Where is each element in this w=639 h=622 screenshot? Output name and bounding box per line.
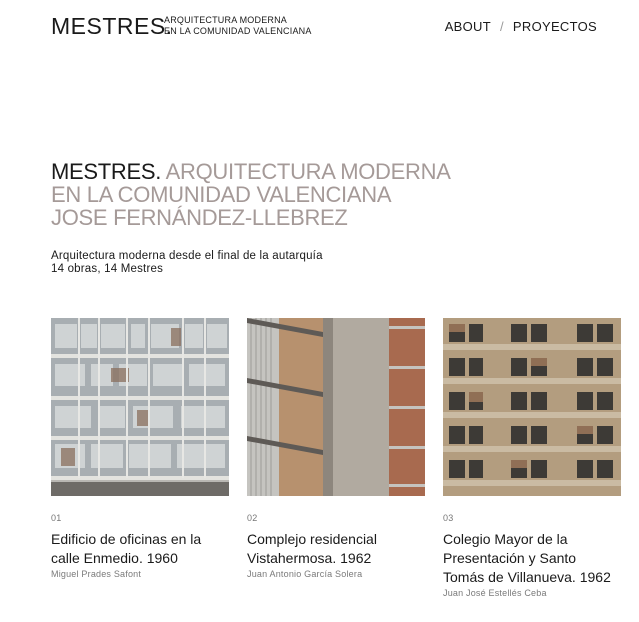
project-card[interactable] bbox=[443, 318, 623, 598]
hero-tagline: ARQUITECTURA MODERNA bbox=[161, 159, 451, 184]
project-author: Juan Antonio García Solera bbox=[247, 569, 363, 579]
hero-brand: MESTRES. bbox=[51, 159, 162, 184]
project-title-line: Vistahermosa. 1962 bbox=[247, 550, 372, 566]
intro-text bbox=[51, 250, 323, 276]
project-card[interactable] bbox=[247, 318, 427, 579]
project-title-line: Tomás de Villanueva. 1962 bbox=[443, 569, 611, 585]
intro-line: 14 obras, 14 Mestres bbox=[51, 263, 164, 275]
project-number: 01 bbox=[51, 513, 62, 523]
hero-author: JOSE FERNÁNDEZ-LLEBREZ bbox=[51, 205, 348, 230]
site-header bbox=[0, 0, 639, 56]
project-title[interactable] bbox=[51, 530, 231, 568]
site-logo[interactable]: MESTRES. bbox=[51, 13, 173, 39]
project-image-window-grid-facade[interactable] bbox=[443, 318, 621, 496]
site-subtitle bbox=[164, 15, 312, 37]
hero-line: EN LA COMUNIDAD VALENCIANA bbox=[51, 182, 392, 207]
nav-about-link[interactable]: ABOUT bbox=[444, 19, 491, 34]
site-subtitle-line: EN LA COMUNIDAD VALENCIANA bbox=[164, 26, 312, 36]
project-title-line: Colegio Mayor de la bbox=[443, 531, 568, 547]
project-title[interactable] bbox=[443, 530, 623, 587]
project-title-line: Presentación y Santo bbox=[443, 550, 577, 566]
project-author: Miguel Prades Safont bbox=[51, 569, 142, 579]
nav-separator: / bbox=[499, 19, 504, 34]
site-subtitle-line: ARQUITECTURA MODERNA bbox=[164, 15, 288, 25]
main-nav bbox=[445, 19, 597, 34]
project-title-line: Complejo residencial bbox=[247, 531, 377, 547]
project-image-office-glass-facade[interactable] bbox=[51, 318, 229, 496]
project-title-line: calle Enmedio. 1960 bbox=[51, 550, 178, 566]
project-title[interactable] bbox=[247, 530, 427, 568]
nav-proyectos-link[interactable]: PROYECTOS bbox=[512, 19, 597, 34]
hero-line bbox=[51, 160, 451, 183]
project-author: Juan José Estellés Ceba bbox=[443, 588, 547, 598]
hero-heading bbox=[51, 160, 451, 229]
project-title-line: Edificio de oficinas en la bbox=[51, 531, 202, 547]
intro-line: Arquitectura moderna desde el final de la autarquía bbox=[51, 250, 323, 262]
project-card[interactable] bbox=[51, 318, 231, 579]
project-image-concrete-brick-facade[interactable] bbox=[247, 318, 425, 496]
project-number: 03 bbox=[443, 513, 454, 523]
project-number: 02 bbox=[247, 513, 258, 523]
